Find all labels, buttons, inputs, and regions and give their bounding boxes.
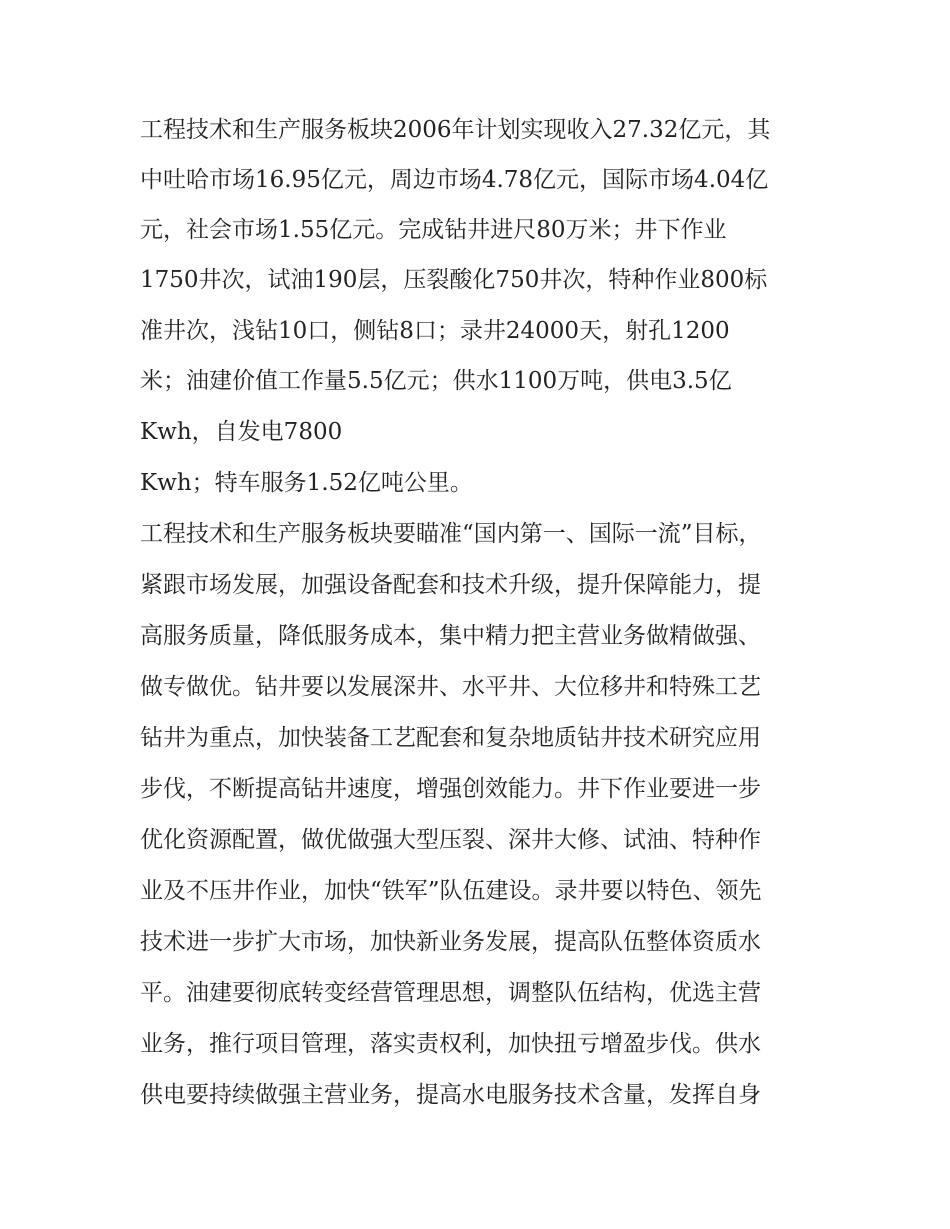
- paragraph-2-line-9: 技术进一步扩大市场，加快新业务发展，提高队伍整体资质水: [140, 929, 761, 955]
- paragraph-1-line-2: 中吐哈市场16.95亿元，周边市场4.78亿元，国际市场4.04亿: [140, 167, 769, 193]
- paragraph-2-line-8: 业及不压井作业，加快“铁军”队伍建设。录井要以特色、领先: [140, 878, 762, 904]
- paragraph-2-line-1: 工程技术和生产服务板块要瞄准“国内第一、国际一流”目标，: [140, 521, 762, 547]
- paragraph-1-line-4: 1750井次，试油190层，压裂酸化750井次，特种作业800标: [140, 267, 768, 293]
- paragraph-2-line-3: 高服务质量，降低服务成本，集中精力把主营业务做精做强、: [140, 623, 761, 649]
- paragraph-1-line-8: Kwh；特车服务1.52亿吨公里。: [140, 470, 473, 496]
- paragraph-2-line-6: 步伐，不断提高钻井速度，增强创效能力。井下作业要进一步: [140, 776, 761, 802]
- paragraph-2-line-7: 优化资源配置，做优做强大型压裂、深井大修、试油、特种作: [140, 827, 761, 853]
- paragraph-1-line-5: 准井次，浅钻10口，侧钻8口；录井24000天，射孔1200: [140, 318, 730, 344]
- paragraph-1-line-1: 工程技术和生产服务板块2006年计划实现收入27.32亿元，其: [140, 117, 771, 143]
- paragraph-2-line-5: 钻井为重点，加快装备工艺配套和复杂地质钻井技术研究应用: [140, 725, 761, 751]
- paragraph-2-line-12: 供电要持续做强主营业务，提高水电服务技术含量，发挥自身: [140, 1082, 761, 1108]
- paragraph-1-line-3: 元，社会市场1.55亿元。完成钻井进尺80万米；井下作业: [140, 217, 727, 243]
- paragraph-2-line-2: 紧跟市场发展，加强设备配套和技术升级，提升保障能力，提: [140, 572, 761, 598]
- paragraph-2-line-10: 平。油建要彻底转变经营管理思想，调整队伍结构，优选主营: [140, 980, 761, 1006]
- paragraph-1-line-7: Kwh，自发电7800: [140, 419, 343, 445]
- paragraph-1-line-6: 米；油建价值工作量5.5亿元；供水1100万吨，供电3.5亿: [140, 368, 732, 394]
- paragraph-2-line-4: 做专做优。钻井要以发展深井、水平井、大位移井和特殊工艺: [140, 674, 761, 700]
- paragraph-2-line-11: 业务，推行项目管理，落实责权利，加快扭亏增盈步伐。供水: [140, 1031, 761, 1057]
